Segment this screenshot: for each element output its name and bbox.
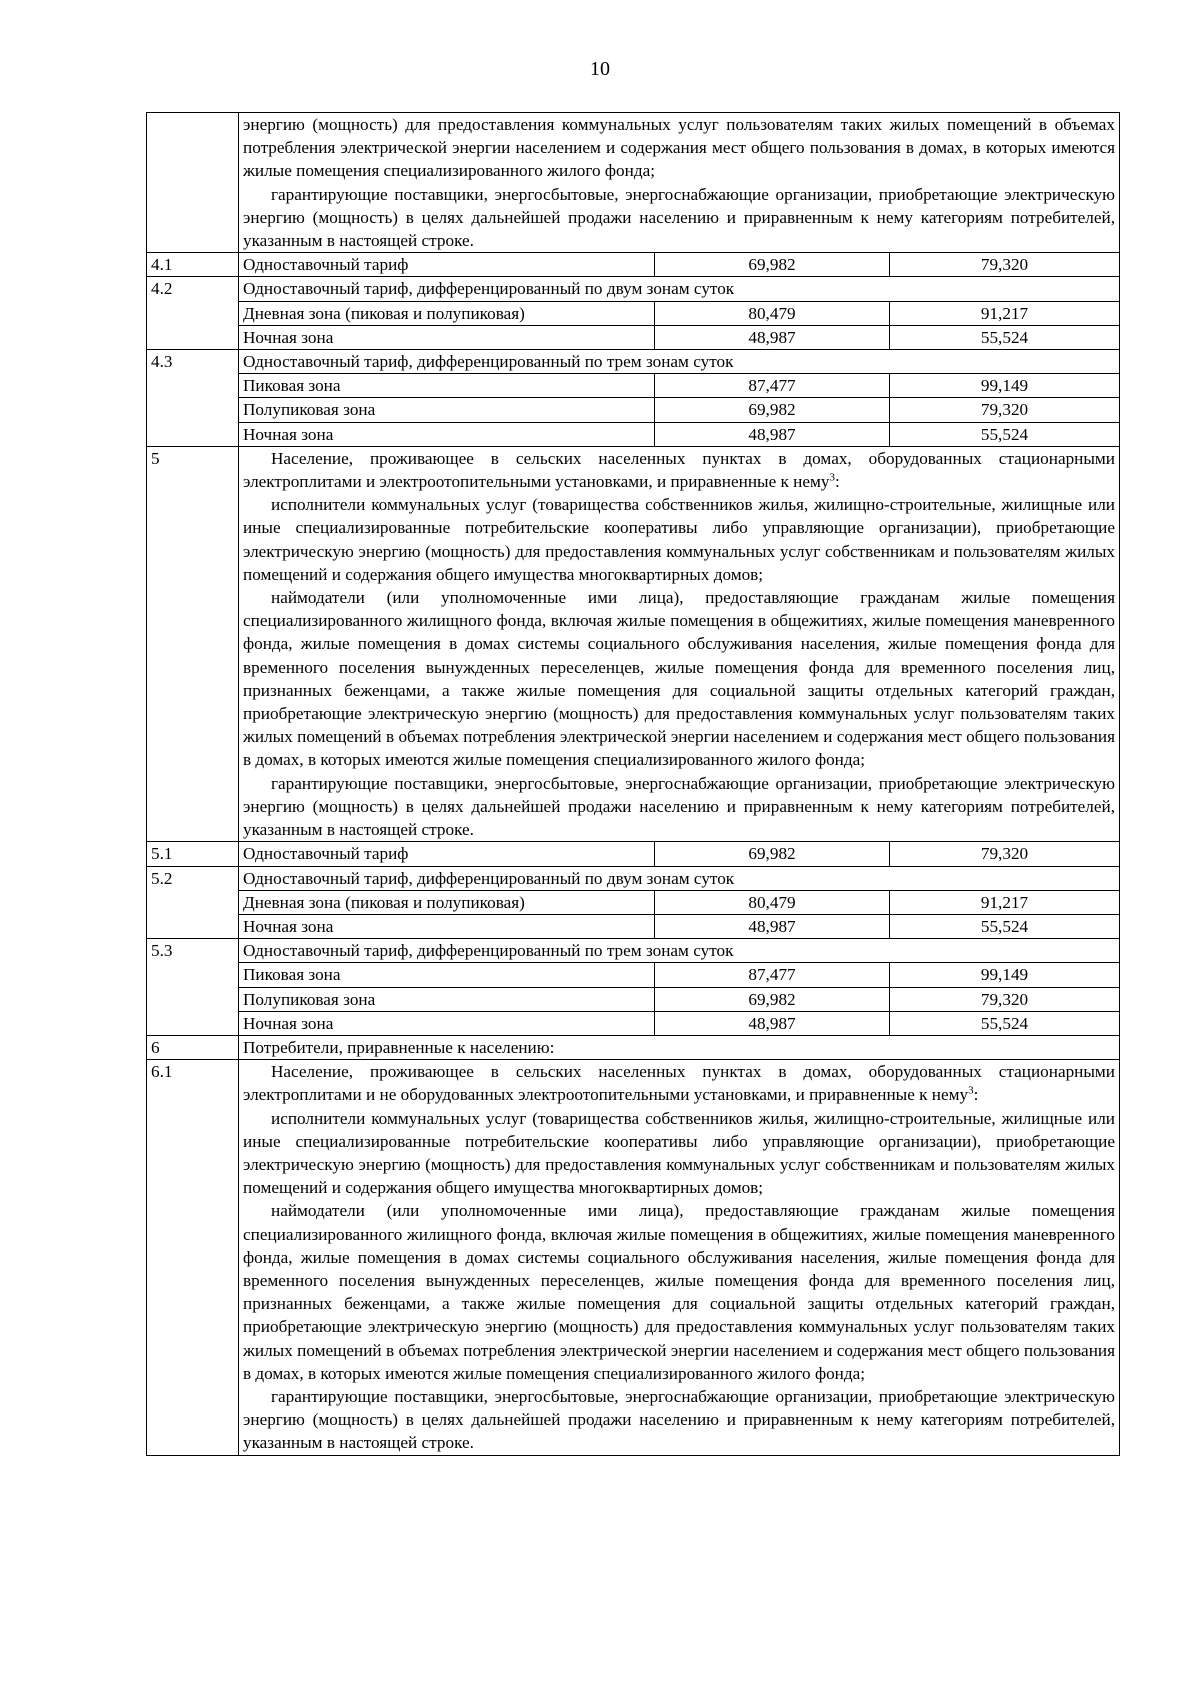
tariff-label: Ночная зона [239,422,655,446]
intro-end: : [973,1085,979,1105]
tariff-value-1: 48,987 [655,422,890,446]
paragraph: наймодатели (или уполномоченные ими лица), предоставляющие гражданам жилые помещения специализированного жилищного фонда, включая жилые помещения в общежитиях, жилые помещения маневренного фонда, жилые помещения в домах системы социального обслуживания населения, жилые помещения фонда для временного поселения вынужденных переселенцев, жилые помещения фонда для временного поселения лиц, признанных беженцами, а также жилые помещения для социальной защиты отдельных категорий граждан, приобретающие электрическую энергию (мощность) для предоставления коммунальных услуг пользователям таких жилых помещений в объемах потребления электрической энергии населением и содержания мест общего пользования в домах, в которых имеются жилые помещения специализированного жилого фонда; [243,588,1115,770]
row-number: 5.3 [147,939,239,1036]
table-row [147,1060,1120,1455]
tariff-label: Ночная зона [239,325,655,349]
row-number-cell [147,113,239,253]
table-row [147,963,1120,987]
paragraph: гарантирующие поставщики, энергосбытовые, энергоснабжающие организации, приобретающие электрическую энергию (мощность) в целях дальнейшей продажи населению и приравненным к нему категориям потребителей, указанным в настоящей строке. [243,1386,1115,1453]
table-row [147,890,1120,914]
row-number: 5 [147,446,239,841]
tariff-table [146,112,1120,1456]
table-row [147,422,1120,446]
paragraph: энергию (мощность) для предоставления коммунальных услуг пользователям таких жилых помещений в объемах потребления электрической энергии населением и содержания мест общего пользования в домах, в которых имеются жилые помещения специализированного жилого фонда; [243,115,1115,181]
tariff-value-2: 55,524 [890,1011,1120,1035]
tariff-value-1: 69,982 [655,987,890,1011]
section-intro [243,447,1115,493]
section-text-cell [239,446,1120,841]
tariff-value-1: 48,987 [655,325,890,349]
tariff-group-title: Одноставочный тариф, дифференцированный по трем зонам суток [239,939,1120,963]
table-row [147,1011,1120,1035]
table-row [147,939,1120,963]
tariff-label: Полупиковая зона [239,398,655,422]
tariff-value-1: 69,982 [655,253,890,277]
section-title: Потребители, приравненные к населению: [239,1035,1120,1059]
paragraph: наймодатели (или уполномоченные ими лица), предоставляющие гражданам жилые помещения специализированного жилищного фонда, включая жилые помещения в общежитиях, жилые помещения маневренного фонда, жилые помещения в домах системы социального обслуживания населения, жилые помещения фонда для временного поселения вынужденных переселенцев, жилые помещения фонда для временного поселения лиц, признанных беженцами, а также жилые помещения для социальной защиты отдельных категорий граждан, приобретающие электрическую энергию (мощность) для предоставления коммунальных услуг пользователям таких жилых помещений в объемах потребления электрической энергии населением и содержания мест общего пользования в домах, в которых имеются жилые помещения специализированного жилого фонда; [243,1201,1115,1383]
table-row [147,301,1120,325]
tariff-value-1: 87,477 [655,374,890,398]
tariff-label: Ночная зона [239,914,655,938]
row-number: 5.2 [147,866,239,939]
footnote-ref: 3 [968,1084,974,1097]
tariff-label: Одноставочный тариф [239,842,655,866]
tariff-value-2: 99,149 [890,963,1120,987]
paragraph: исполнители коммунальных услуг (товарищества собственников жилья, жилищно-строительные, жилищные или иные специализированные потребительские кооперативы либо управляющие организации), приобретающие электрическую энергию (мощность) для предоставления коммунальных услуг собственникам и пользователям жилых помещений и содержания общего имущества многоквартирных домов; [243,1108,1115,1198]
tariff-value-2: 55,524 [890,325,1120,349]
intro-text: Население, проживающее в сельских населенных пунктах в домах, оборудованных стационарными электроплитами и не оборудованных электроотопительными установками, и приравненные к нему [243,1062,1115,1105]
tariff-label: Дневная зона (пиковая и полупиковая) [239,890,655,914]
row-number: 4.3 [147,350,239,447]
tariff-value-2: 55,524 [890,422,1120,446]
tariff-label: Одноставочный тариф [239,253,655,277]
tariff-value-2: 79,320 [890,842,1120,866]
footnote-ref: 3 [829,471,835,484]
tariff-label: Пиковая зона [239,963,655,987]
intro-text: Население, проживающее в сельских населенных пунктах в домах, оборудованных стационарными электроплитами и электроотопительными установками, и приравненные к нему [243,448,1115,492]
row-number: 5.1 [147,842,239,866]
paragraph: гарантирующие поставщики, энергосбытовые, энергоснабжающие организации, приобретающие электрическую энергию (мощность) в целях дальнейшей продажи населению и приравненным к нему категориям потребителей, указанным в настоящей строке. [243,773,1115,840]
table-row [147,914,1120,938]
tariff-value-1: 80,479 [655,890,890,914]
paragraph: гарантирующие поставщики, энергосбытовые, энергоснабжающие организации, приобретающие электрическую энергию (мощность) в целях дальнейшей продажи населению и приравненным к нему категориям потребителей, указанным в настоящей строке. [243,184,1115,251]
tariff-value-1: 87,477 [655,963,890,987]
tariff-group-title: Одноставочный тариф, дифференцированный по трем зонам суток [239,350,1120,374]
table-row [147,1035,1120,1059]
page-number: 10 [590,58,610,80]
table-row [147,866,1120,890]
row-number: 4.2 [147,277,239,350]
tariff-value-2: 91,217 [890,301,1120,325]
tariff-value-1: 80,479 [655,301,890,325]
table-row [147,842,1120,866]
section-intro [243,1060,1115,1106]
tariff-value-1: 69,982 [655,842,890,866]
table-row [147,350,1120,374]
tariff-value-2: 79,320 [890,398,1120,422]
tariff-value-2: 79,320 [890,987,1120,1011]
paragraph: исполнители коммунальных услуг (товарищества собственников жилья, жилищно-строительные, жилищные или иные специализированные потребительские кооперативы либо управляющие организации), приобретающие электрическую энергию (мощность) для предоставления коммунальных услуг собственникам и пользователям жилых помещений и содержания общего имущества многоквартирных домов; [243,495,1115,584]
table-row [147,987,1120,1011]
tariff-label: Дневная зона (пиковая и полупиковая) [239,301,655,325]
tariff-value-2: 91,217 [890,890,1120,914]
row-number: 4.1 [147,253,239,277]
tariff-value-2: 55,524 [890,914,1120,938]
table-row [147,277,1120,301]
tariff-group-title: Одноставочный тариф, дифференцированный по двум зонам суток [239,277,1120,301]
table-row [147,446,1120,841]
tariff-value-1: 48,987 [655,914,890,938]
section-text-cell [239,1060,1120,1455]
table-row [147,374,1120,398]
table-row [147,325,1120,349]
row-number: 6 [147,1035,239,1059]
table-row [147,113,1120,253]
tariff-label: Полупиковая зона [239,987,655,1011]
tariff-value-1: 69,982 [655,398,890,422]
tariff-value-1: 48,987 [655,1011,890,1035]
row-number: 6.1 [147,1060,239,1455]
tariff-label: Ночная зона [239,1011,655,1035]
table-row [147,398,1120,422]
tariff-group-title: Одноставочный тариф, дифференцированный по двум зонам суток [239,866,1120,890]
intro-end: : [834,472,840,492]
tariff-value-2: 79,320 [890,253,1120,277]
tariff-label: Пиковая зона [239,374,655,398]
section-text-cell [239,113,1120,253]
table-row [147,253,1120,277]
tariff-value-2: 99,149 [890,374,1120,398]
